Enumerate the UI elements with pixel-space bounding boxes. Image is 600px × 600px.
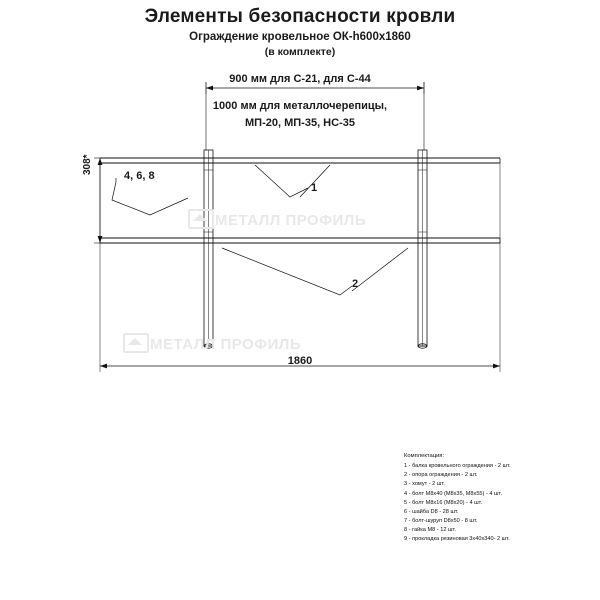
dimension-top-line-2: 1000 мм для металлочерепицы,	[212, 100, 388, 112]
legend-item: 7 - болт-шуруп D8х50 - 8 шт.	[404, 517, 478, 524]
watermark-text-bottom: МЕТАЛЛ ПРОФИЛЬ	[150, 336, 302, 353]
watermark-logo-icon	[188, 209, 214, 229]
legend-item: 6 - шайба D8 - 28 шт.	[404, 508, 459, 515]
page-subtitle: Ограждение кровельное ОК-h600х1860	[189, 31, 411, 43]
legend-title: Комплектация:	[404, 453, 445, 459]
legend-item: 8 - гайка М8 - 12 шт.	[404, 526, 456, 533]
legend-item: 3 - хомут - 2 шт.	[404, 481, 445, 488]
page-title: Элементы безопасности кровли	[144, 6, 456, 27]
dim-arrow-right	[417, 86, 424, 91]
legend-item: 2 - опора ограждения - 2 шт.	[404, 472, 478, 479]
legend-item: 4 - болт М8х40 (М8х35, М8х55) - 4 шт.	[404, 490, 503, 497]
legend-item: 1 - балка кровельного ограждения - 2 шт.	[404, 463, 511, 470]
legend-item: 9 - прокладка резиновая 3х40х340- 2 шт.	[404, 535, 510, 542]
legend-parts-list	[404, 452, 511, 544]
leader-fasteners	[112, 182, 188, 215]
dim-arrow-left	[206, 86, 213, 91]
leader-support	[222, 248, 352, 295]
callout-beam: 1	[311, 182, 318, 194]
callout-support: 2	[352, 278, 359, 290]
dimension-top-line-1: 900 мм для С-21, для С-44	[229, 73, 371, 85]
dimension-top-line-3: МП-20, МП-35, НС-35	[245, 117, 355, 129]
legend-item: 5 - болт М8х16 (М8х20) - 4 шт.	[404, 499, 483, 506]
watermark-text-top: МЕТАЛЛ ПРОФИЛЬ	[215, 212, 367, 229]
page-subtitle-secondary: (в комплекте)	[264, 46, 336, 58]
watermark-logo-icon	[123, 333, 149, 353]
leader-beam	[255, 165, 308, 197]
dimension-bottom-label: 1860	[287, 355, 313, 367]
dimension-vertical-label: 308*	[82, 154, 93, 175]
callout-fasteners: 4, 6, 8	[124, 170, 155, 182]
